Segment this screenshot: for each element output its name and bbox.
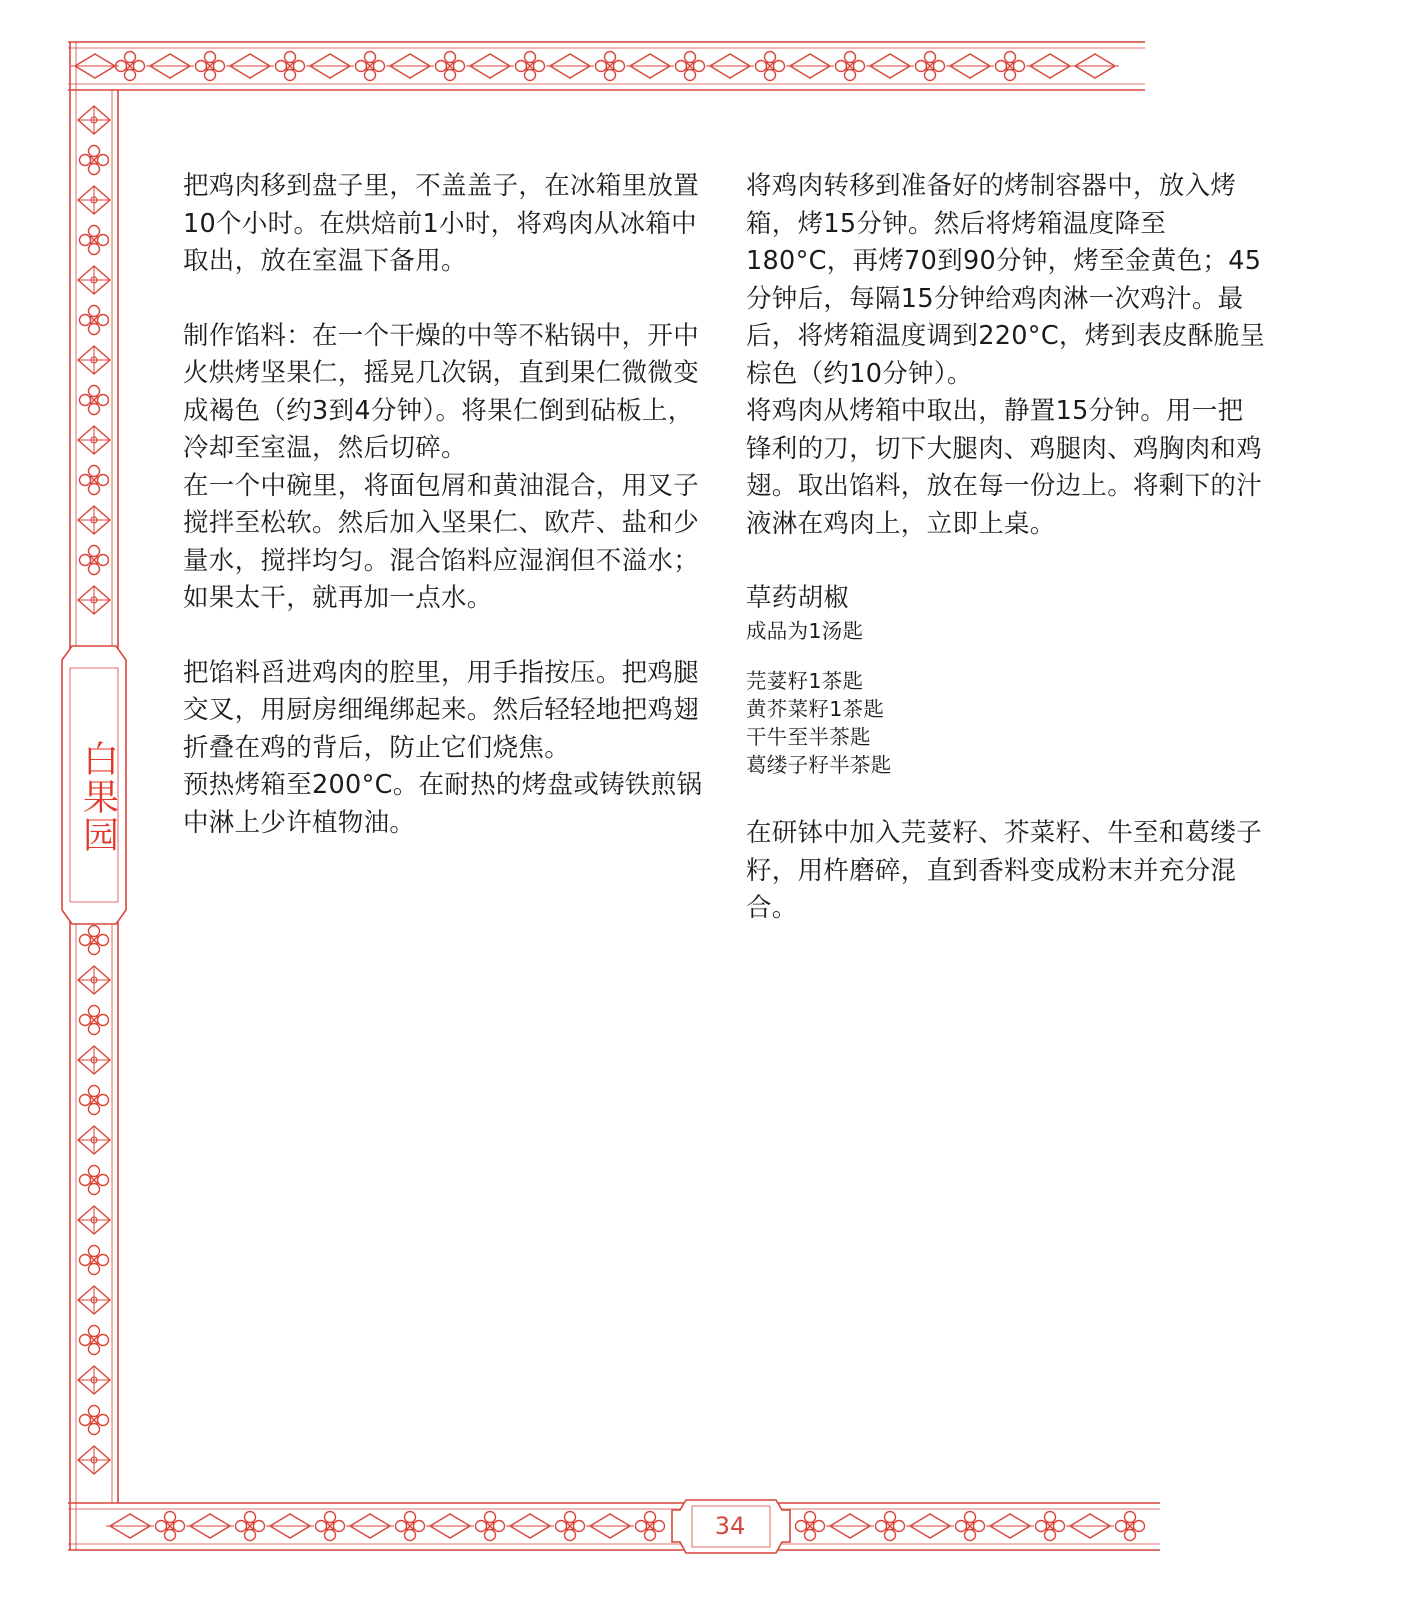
paragraph-carve-serve: 将鸡肉从烤箱中取出，静置15分钟。用一把锋利的刀，切下大腿肉、鸡腿肉、鸡胸肉和鸡翅。取出馅料，放在每一份边上。将剩下的汁液淋在鸡肉上，立即上桌。 <box>746 396 1263 539</box>
ingredient-item: 干牛至半茶匙 <box>746 725 871 749</box>
left-text-column <box>183 168 703 842</box>
ingredient-item: 葛缕子籽半茶匙 <box>746 753 892 777</box>
paragraph-preheat: 预热烤箱至200°C。在耐热的烤盘或铸铁煎锅中淋上少许植物油。 <box>183 770 703 838</box>
subrecipe-yield: 成品为1汤匙 <box>746 619 864 643</box>
ingredient-item: 黄芥菜籽1茶匙 <box>746 697 885 721</box>
side-section-label: 白果园 <box>77 740 119 854</box>
subrecipe-title: 草药胡椒 <box>746 583 850 613</box>
page-number: 34 <box>714 1512 746 1540</box>
ingredient-item: 芫荽籽1茶匙 <box>746 669 864 693</box>
paragraph-stuff-chicken: 把馅料舀进鸡肉的腔里，用手指按压。把鸡腿交叉，用厨房细绳绑起来。然后轻轻地把鸡翅折叠在鸡的背后，防止它们烧焦。 <box>183 657 700 763</box>
subrecipe-method: 在研钵中加入芫荽籽、芥菜籽、牛至和葛缕子籽，用杵磨碎，直到香料变成粉末并充分混合。 <box>746 818 1263 923</box>
paragraph-stuffing-nuts: 制作馅料：在一个干燥的中等不粘锅中，开中火烘烤坚果仁，摇晃几次锅，直到果仁微微变成褐色（约3到4分钟）。将果仁倒到砧板上，冷却至室温，然后切碎。 <box>183 320 700 463</box>
right-text-column <box>746 168 1266 928</box>
paragraph-stuffing-mix: 在一个中碗里，将面包屑和黄油混合，用叉子搅拌至松软。然后加入坚果仁、欧芹、盐和少量水，搅拌均匀。混合馅料应湿润但不溢水；如果太干，就再加一点水。 <box>183 470 700 613</box>
paragraph-marinate: 把鸡肉移到盘子里，不盖盖子，在冰箱里放置10个小时。在烘焙前1小时，将鸡肉从冰箱中取出，放在室温下备用。 <box>183 171 700 276</box>
bottom-border-band <box>68 1500 1160 1553</box>
paragraph-roast: 将鸡肉转移到准备好的烤制容器中，放入烤箱，烤15分钟。然后将烤箱温度降至180°C，再烤70到90分钟，烤至金黄色；45分钟后，每隔15分钟给鸡肉淋一次鸡汁。最后，将烤箱温度调到220°C，烤到表皮酥脆呈棕色（约10分钟）。 <box>746 171 1266 389</box>
top-border-band <box>68 42 1145 90</box>
